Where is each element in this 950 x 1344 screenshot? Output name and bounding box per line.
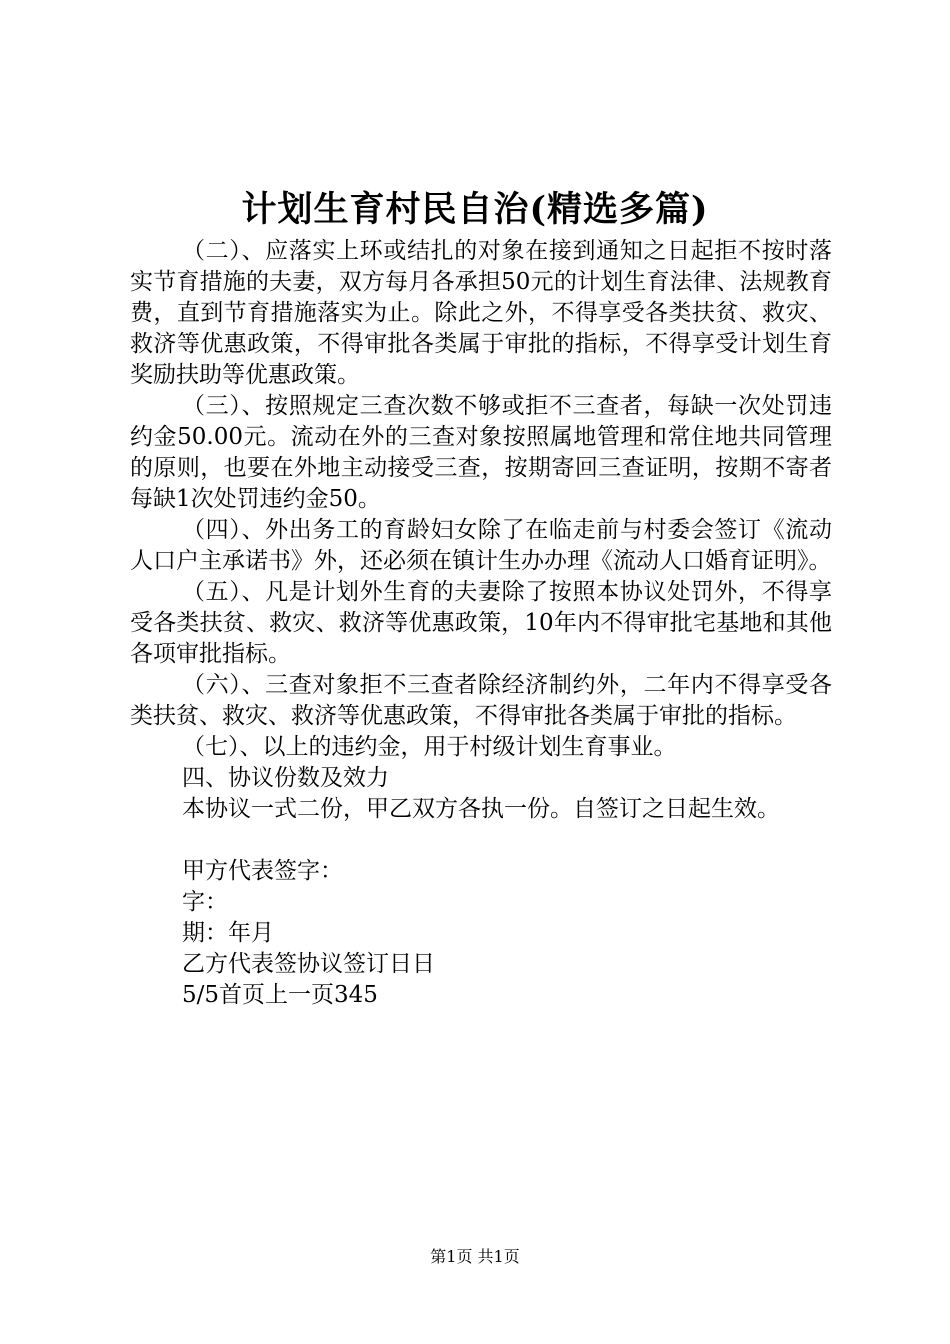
blank-line bbox=[130, 825, 832, 856]
paragraph-3: （三）、按照规定三查次数不够或拒不三查者，每缺一次处罚违约金50.00元。流动在外的三查对象按照属地管理和常住地共同管理的原则，也要在外地主动接受三查，按期寄回三查证明，按期不寄者每缺1次处罚违约金50。 bbox=[130, 393, 832, 512]
pagination-text: 5/5首页上一页345 bbox=[182, 982, 378, 1008]
party-b-signature-line: 乙方代表签协议签订日日 bbox=[182, 951, 435, 977]
document-body bbox=[130, 236, 832, 1011]
document-title: 计划生育村民自治(精选多篇) bbox=[241, 189, 709, 230]
signature-char-line: 字： bbox=[182, 889, 228, 915]
agreement-copies-line: 本协议一式二份，甲乙双方各执一份。自签订之日起生效。 bbox=[182, 796, 780, 822]
paragraph-7: （七）、以上的违约金，用于村级计划生育事业。 bbox=[182, 734, 677, 760]
section-heading-4: 四、协议份数及效力 bbox=[182, 765, 389, 791]
paragraph-4: （四）、外出务工的育龄妇女除了在临走前与村委会签订《流动人口户主承诺书》外，还必须在镇计生办办理《流动人口婚育证明》。 bbox=[130, 517, 832, 574]
paragraph-5: （五）、凡是计划外生育的夫妻除了按照本协议处罚外，不得享受各类扶贫、救灾、救济等优惠政策，10年内不得审批宅基地和其他各项审批指标。 bbox=[130, 579, 832, 667]
page-footer: 第1页 共1页 bbox=[430, 1247, 520, 1266]
party-a-signature-line: 甲方代表签字： bbox=[182, 858, 343, 884]
paragraph-2: （二）、应落实上环或结扎的对象在接到通知之日起拒不按时落实节育措施的夫妻，双方每月各承担50元的计划生育法律、法规教育费，直到节育措施落实为止。除此之外，不得享受各类扶贫、救灾、救济等优惠政策，不得审批各类属于审批的指标，不得享受计划生育奖励扶助等优惠政策。 bbox=[130, 238, 832, 388]
date-line: 期：年月 bbox=[182, 920, 274, 946]
paragraph-6: （六）、三查对象拒不三查者除经济制约外，二年内不得享受各类扶贫、救灾、救济等优惠政策，不得审批各类属于审批的指标。 bbox=[130, 672, 832, 729]
